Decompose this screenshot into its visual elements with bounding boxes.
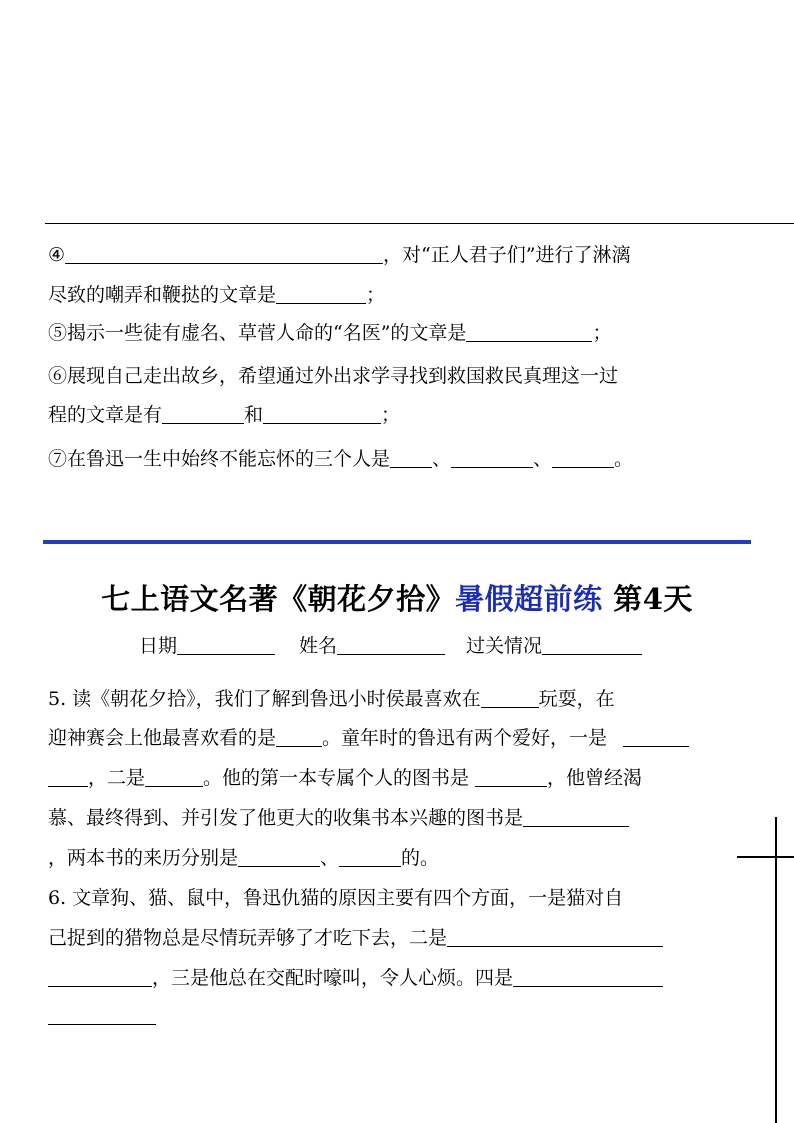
name-blank[interactable]	[337, 634, 445, 655]
q4-text: ，对“正人君子们”进行了淋漓	[383, 244, 631, 266]
date-field	[139, 631, 275, 658]
p2-q5-line2	[48, 725, 689, 751]
p2-q5-line4	[48, 805, 629, 831]
p2-q6-line3	[48, 965, 663, 991]
blank[interactable]	[48, 966, 152, 987]
q6-text: ⑥展现自己走出故乡，希望通过外出求学寻找到救国救民真理这一过	[48, 365, 619, 387]
blank[interactable]	[390, 447, 432, 468]
q7-line	[48, 446, 633, 472]
blank[interactable]	[513, 966, 663, 987]
q6-text-3: 和	[244, 404, 264, 426]
q5-text: 迎神赛会上他最喜欢看的是	[48, 727, 277, 749]
p2-q5-line5	[48, 845, 439, 871]
p2-q6-line2	[48, 925, 663, 951]
date-blank[interactable]	[177, 634, 275, 655]
name-label: 姓名	[299, 635, 338, 657]
status-blank[interactable]	[542, 634, 642, 655]
q5-text: 玩耍，在	[538, 688, 615, 710]
q5-text: ，两本书的来历分别是	[48, 847, 239, 869]
blank[interactable]	[65, 243, 383, 264]
top-divider	[45, 223, 794, 224]
blank[interactable]	[238, 846, 320, 867]
blank[interactable]	[451, 447, 533, 468]
q4-line2	[48, 282, 385, 308]
q5-text: 5. 读《朝花夕拾》，我们了解到鲁迅小时侯最喜欢在	[48, 688, 481, 710]
status-field	[466, 631, 642, 658]
blank[interactable]	[523, 806, 629, 827]
punct: 。	[614, 448, 634, 470]
blank[interactable]	[48, 1004, 156, 1025]
punct: 、	[320, 847, 340, 869]
q5-line	[48, 320, 611, 346]
blank[interactable]	[339, 846, 401, 867]
blank[interactable]	[552, 447, 614, 468]
q7-text: ⑦在鲁迅一生中始终不能忘怀的三个人是	[48, 448, 391, 470]
punct: ；	[366, 284, 386, 306]
punct: ；	[381, 404, 401, 426]
q6-text-2: 程的文章是有	[48, 404, 163, 426]
blank[interactable]	[475, 766, 547, 787]
blank[interactable]	[447, 926, 663, 947]
q5-text: ⑤揭示一些徒有虚名、草菅人命的“名医”的文章是	[48, 322, 467, 344]
blank[interactable]	[466, 321, 592, 342]
blue-divider	[43, 540, 751, 544]
status-label: 过关情况	[466, 635, 543, 657]
blank[interactable]	[623, 726, 689, 747]
blank[interactable]	[263, 403, 381, 424]
q4-marker: ④	[48, 244, 66, 266]
q4-line1	[48, 242, 630, 268]
q6-text: 己捉到的猎物总是尽情玩弄够了才吃下去，二是	[48, 927, 448, 949]
q5-text: 慕、最终得到、并引发了他更大的收集书本兴趣的图书是	[48, 807, 524, 829]
name-field	[299, 631, 445, 658]
blank[interactable]	[276, 283, 366, 304]
blank[interactable]	[162, 403, 244, 424]
p2-q6-line1	[48, 885, 623, 911]
q5-text: 。童年时的鲁迅有两个爱好，一是	[322, 727, 608, 749]
p2-q6-line4	[48, 1003, 156, 1029]
title-day: 第4天	[613, 582, 693, 616]
q6-line1	[48, 363, 618, 389]
p2-q5-line3	[48, 765, 642, 791]
blank[interactable]	[481, 687, 539, 708]
punct: ；	[592, 322, 612, 344]
q6-text: ，三是他总在交配时嚎叫，令人心烦。四是	[152, 967, 514, 989]
p2-q5-line1	[48, 686, 615, 712]
blank[interactable]	[145, 766, 203, 787]
q5-text: ，他曾经渴	[547, 767, 643, 789]
punct: 、	[432, 448, 452, 470]
page-title	[0, 577, 794, 618]
blank[interactable]	[48, 766, 88, 787]
blank[interactable]	[276, 726, 322, 747]
title-highlight: 暑假超前练	[455, 582, 603, 616]
title-main: 七上语文名著《朝花夕拾》	[101, 582, 456, 616]
q5-text: 的。	[401, 847, 440, 869]
q5-text: ，二是	[88, 767, 146, 789]
margin-horizontal-line	[737, 856, 794, 858]
q4-text-2: 尽致的嘲弄和鞭挞的文章是	[48, 284, 277, 306]
q5-text: 。他的第一本专属个人的图书是	[203, 767, 470, 789]
punct: 、	[533, 448, 553, 470]
q6-text: 6. 文章狗、猫、鼠中，鲁迅仇猫的原因主要有四个方面，一是猫对自	[48, 887, 624, 909]
margin-vertical-line	[775, 817, 777, 1123]
q6-line2	[48, 402, 400, 428]
date-label: 日期	[139, 635, 178, 657]
